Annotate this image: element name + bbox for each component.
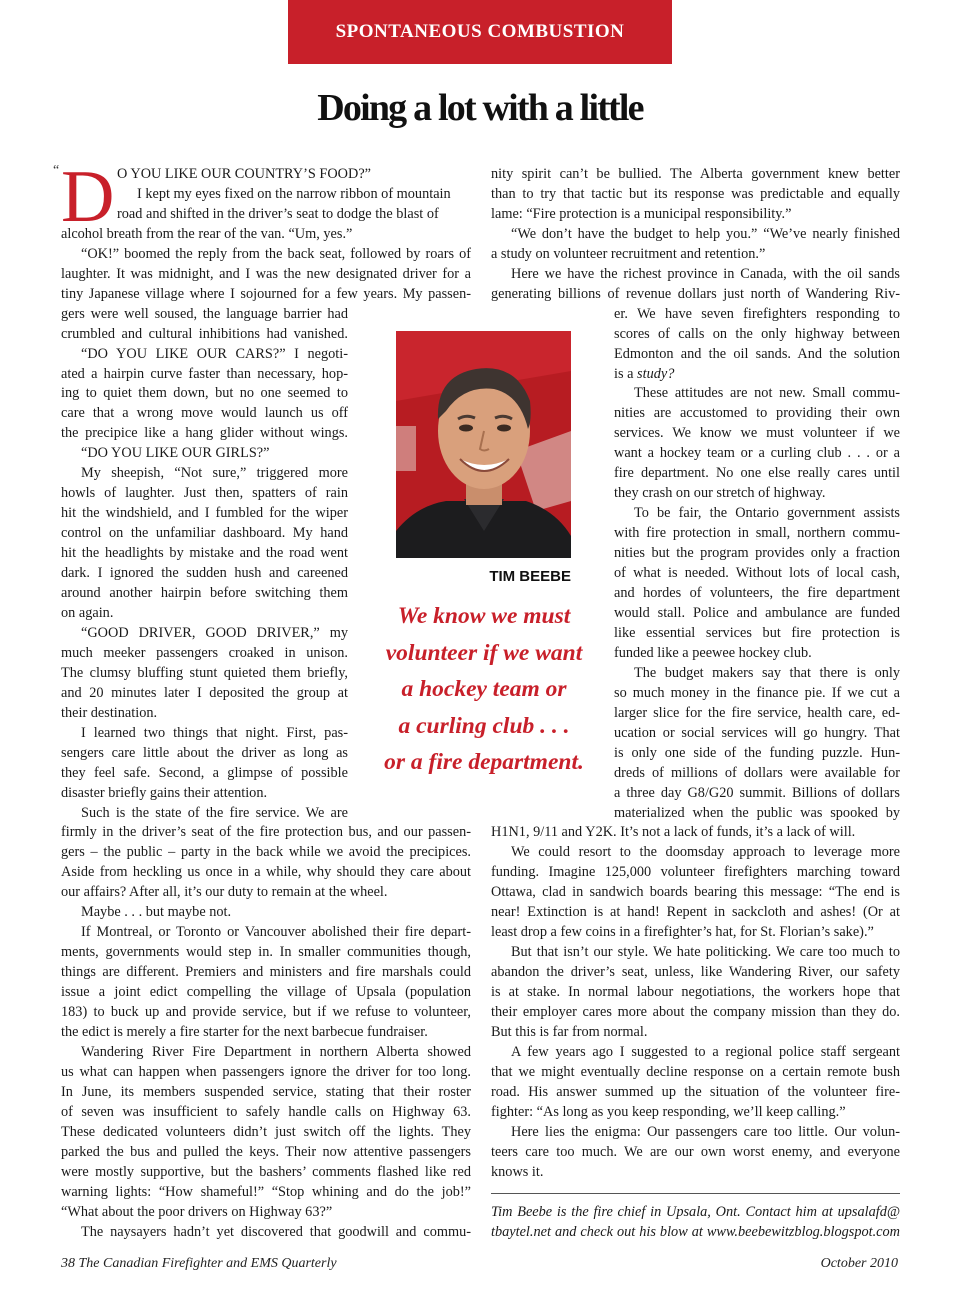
text-line: of seven was insufficient to safely handle calls on Highway 63. [61, 1103, 471, 1120]
text-line: Such is the state of the fire service. We are [81, 804, 348, 821]
text-line: hit the windshield, and I fumbled for the wiper [61, 505, 348, 522]
text-line: is a study? [614, 365, 675, 382]
text-line: materialized when the public was spooked by [614, 804, 900, 821]
text-line: around another hairpin before switching them [61, 585, 348, 602]
text-line: teers care too much. We are our own worst enemy, and everyone [491, 1143, 900, 1160]
text-line: I kept my eyes fixed on the narrow ribbon of mountain [137, 185, 451, 202]
text-line: But this is far from normal. [491, 1023, 648, 1040]
text-line: warning lights: “How shameful!” “Stop whining and do the job!” [61, 1183, 471, 1200]
pull-quote [374, 598, 594, 781]
text-line: In June, its members suspended service, stating that their roster [61, 1083, 471, 1100]
text-line: road. His answer summed up the situation of the volunteer fire- [491, 1083, 900, 1100]
text-line: ucation or social services will go hungry. That [614, 724, 900, 741]
text-line: H1N1, 9/11 and Y2K. It’s not a lack of funds, it’s a lack of will. [491, 824, 856, 841]
text-line: is only one side of the funding puzzle. Hun- [614, 744, 900, 761]
text-line: care that a wrong move would launch us off [61, 405, 348, 422]
text-line: services. We know we must volunteer if we [614, 425, 900, 442]
text-line: much meeker passengers croaked in unison. [61, 644, 348, 661]
col2-block-b [491, 823, 900, 1182]
text-line: scores of calls on the only highway between [614, 325, 900, 342]
text-line: These attitudes are not new. Small commu- [634, 385, 900, 402]
text-line: fire department. No one else really cares until [614, 465, 900, 482]
text-line: “DO YOU LIKE OUR GIRLS?” [81, 445, 270, 462]
text-line: us what can happen when passengers ignore the driver for too long. [61, 1063, 471, 1080]
text-line: their destination. [61, 704, 158, 721]
text-line: and 20 minutes later I deposited the group at [61, 684, 348, 701]
text-line: “GOOD DRIVER, GOOD DRIVER,” my [81, 624, 348, 641]
text-line: funded like a peewee hockey club. [614, 644, 812, 661]
text-line: To be fair, the Ontario government assists [634, 505, 900, 522]
text-line: larger slice for the fire service, health care, ed- [614, 704, 900, 721]
col1-narrow-block [61, 305, 348, 824]
text-line: disaster briefly gains their attention. [61, 784, 268, 801]
text-line: Aside from heckling us once in a while, why should they care about [61, 864, 471, 881]
text-line: ated a hairpin curve faster than necessary, hop- [61, 365, 348, 382]
text-line: crumbled and cultural inhibitions had vanished. [61, 325, 348, 342]
text-line: howls of laughter. Just then, spatters of rain [61, 485, 348, 502]
text-line: tiny Japanese village where I sojourned for a few years. My passen- [61, 285, 471, 302]
author-portrait-illustration [396, 331, 571, 558]
text-line: “What about the poor drivers on Highway 63?” [61, 1203, 333, 1220]
pull-quote-line: or a fire department. [384, 749, 584, 776]
article-headline: Doing a lot with a little [317, 87, 643, 129]
text-line: issue a joint edict compelling the village of Upsala (population [61, 984, 471, 1001]
text-line: ments, governments would step in. In smaller communities though, [61, 944, 471, 961]
text-line: road and shifted in the driver’s seat to dodge the blast of [117, 205, 439, 222]
text-line: But that isn’t our style. We hate politicking. We care too much to [511, 944, 900, 961]
text-line: Here lies the enigma: Our passengers care too little. Our volun- [511, 1123, 900, 1140]
text-line: is at stake. In normal labour negotiations, the workers hope that [491, 984, 900, 1001]
text-line: a study on volunteer recruitment and retention.” [491, 245, 766, 262]
text-line: funding. Imagine 125,000 volunteer firefighters marching toward [491, 864, 900, 881]
emphasized-word: study? [637, 365, 675, 382]
bio-line: tbaytel.net and check out his blow at www.beebewitzblog.blogspot.com [491, 1223, 900, 1240]
text-line: Wandering River Fire Department in northern Alberta showed [81, 1043, 471, 1060]
text-line: A few years ago I suggested to a regional police staff sergeant [511, 1043, 900, 1060]
text-line: a three day G8/G20 summit. Billions of dollars [614, 784, 900, 801]
footer-publication: 38 The Canadian Firefighter and EMS Quarterly [61, 1256, 337, 1271]
author-photo [396, 331, 571, 558]
text-line: things are different. Premiers and ministers and fire marshals could [61, 964, 471, 981]
text-line: gers – the public – party in the back while we avoid the precipices. [61, 844, 471, 861]
text-line: and hordes of volunteers, the fire department [614, 585, 900, 602]
text-line: least drop a few coins in a firefighter’s hat, for St. Florian’s sake).” [491, 924, 874, 941]
bio-line: Tim Beebe is the fire chief in Upsala, Ont. Contact him at upsalafd@ [491, 1204, 900, 1220]
section-banner [288, 0, 672, 64]
footer-date: October 2010 [820, 1256, 898, 1271]
col1-block-a [61, 225, 471, 305]
text-line: so much money in the finance pie. If we cut a [614, 684, 900, 701]
text-line: Here we have the richest province in Canada, with the oil sands [511, 265, 900, 282]
text-line: The clumsy bluffing stunt quieted them briefly, [61, 664, 348, 681]
text-line: laughter. It was midnight, and I was the new designated driver for a [61, 265, 471, 282]
text-line: generating billions of revenue dollars just north of Wandering Riv- [491, 285, 900, 302]
text-line: of what is needed. Without lots of local cash, [614, 565, 900, 582]
text-line: nities but the program provides only a fraction [614, 545, 900, 562]
text-line: er. We have seven firefighters responding to [614, 305, 900, 322]
text-line: alcohol breath from the rear of the van. “Um, yes.” [61, 225, 353, 242]
drop-cap: D [61, 156, 115, 238]
text-line: that we might eventually decline response on a certain remote bush [491, 1063, 900, 1080]
section-banner-label: SPONTANEOUS COMBUSTION [335, 21, 625, 42]
col2-narrow-block [614, 305, 900, 824]
text-line: nity spirit can’t be bullied. The Alberta government knew better [491, 166, 900, 182]
text-line: than to try that tactic but its response was predictable and equally [491, 185, 900, 202]
text-line: would stall. Police and ambulance are funded [614, 604, 900, 621]
text-line: ing to quiet them down, but no one seemed to [61, 385, 348, 402]
text-line: knows it. [491, 1163, 544, 1180]
text-line: on again. [61, 604, 114, 621]
pull-quote-line: a hockey team or [401, 676, 567, 703]
text-line: These dedicated volunteers didn’t just switch off the lights. They [61, 1123, 471, 1140]
text-line: dark. I ignored the sudden hush and careened [61, 565, 348, 582]
col2-block-a [491, 165, 900, 305]
text-line: gers were well soused, the language barrier had [61, 305, 348, 322]
text-line: near! Extinction is at hand! Repent in sackcloth and ashes! (Or at [491, 904, 900, 921]
text-line: with fire protection in small, northern commu- [614, 525, 900, 542]
text-line: dreds of millions of dollars were available for [614, 764, 900, 781]
pull-quote-line: a curling club . . . [398, 712, 570, 739]
text-line: Maybe . . . but maybe not. [81, 904, 232, 921]
text-line: like essential services but fire protection is [614, 624, 900, 641]
text-line: “We don’t have the budget to help you.” “We’ve nearly finished [511, 225, 900, 242]
pull-quote-line: volunteer if we want [385, 639, 583, 666]
text-line: “OK!” boomed the reply from the back seat, followed by roars of [81, 245, 471, 262]
bio-divider [491, 1193, 900, 1194]
text-line: abandon the driver’s seat, unless, like Wandering River, our safety [491, 964, 900, 981]
text-line: “DO YOU LIKE OUR CARS?” I negoti- [81, 345, 348, 362]
author-bio [491, 1203, 900, 1243]
text-line: We could resort to the doomsday approach to leverage more [511, 844, 900, 861]
text-line: firmly in the driver’s seat of the fire protection bus, and our passen- [61, 824, 471, 841]
text-line: nities are accustomed to providing their own [614, 405, 900, 422]
text-line: hit the headlights by mistake and the road went [61, 545, 348, 562]
text-line: were mostly supportive, but the bashers’ comments flashed like red [61, 1163, 471, 1180]
text-line: parked the bus and pulled the keys. Their now attentive passengers [61, 1143, 471, 1160]
text-line: want a hockey team or a curling club . . . or a [614, 445, 900, 462]
text-line: they crash on our stretch of highway. [614, 485, 826, 502]
col1-block-b [61, 823, 471, 1242]
text-line: control on the unfamiliar dashboard. My hand [61, 525, 348, 542]
photo-caption: TIM BEEBE [489, 568, 571, 585]
text-line: The budget makers say that there is only [634, 664, 900, 681]
text-line: I learned two things that night. First, pas- [81, 724, 348, 741]
text-line: lame: “Fire protection is a municipal responsibility.” [491, 205, 792, 222]
text-line: fighter: “As long as you keep responding, we’ll keep calling.” [491, 1103, 846, 1120]
pull-quote-line: We know we must [397, 603, 571, 629]
open-quote-mark: “ [53, 163, 60, 178]
text-line: our affairs? After all, it’s our duty to remain at the wheel. [61, 884, 388, 901]
text-line: Ottawa, clad in sandwich boards bearing this message: “The end is [491, 884, 900, 901]
text-line: Edmonton and the oil sands. And the solution [614, 345, 900, 362]
text-line: My sheepish, “Not sure,” triggered more [81, 465, 348, 482]
text-line: sengers care little about the driver as long as [61, 744, 348, 761]
text-line: O YOU LIKE OUR COUNTRY’S FOOD?” [117, 166, 372, 182]
text-line: their employer cares more about the company mission than they do. [491, 1004, 900, 1021]
text-line: If Montreal, or Toronto or Vancouver abolished their fire depart- [81, 924, 471, 941]
text-line: the precipice like a hang glider without wings. [61, 425, 348, 442]
text-line: The naysayers hadn’t yet discovered that goodwill and commu- [81, 1223, 471, 1240]
text-line: they feel safe. Second, a glimpse of possible [61, 764, 348, 781]
dropcap-lines [61, 165, 471, 225]
text-line: the edict is merely a fire starter for the next barbecue fundraiser. [61, 1023, 428, 1040]
text-line: 183) to buck up and provide service, but if we refuse to volunteer, [61, 1004, 471, 1021]
